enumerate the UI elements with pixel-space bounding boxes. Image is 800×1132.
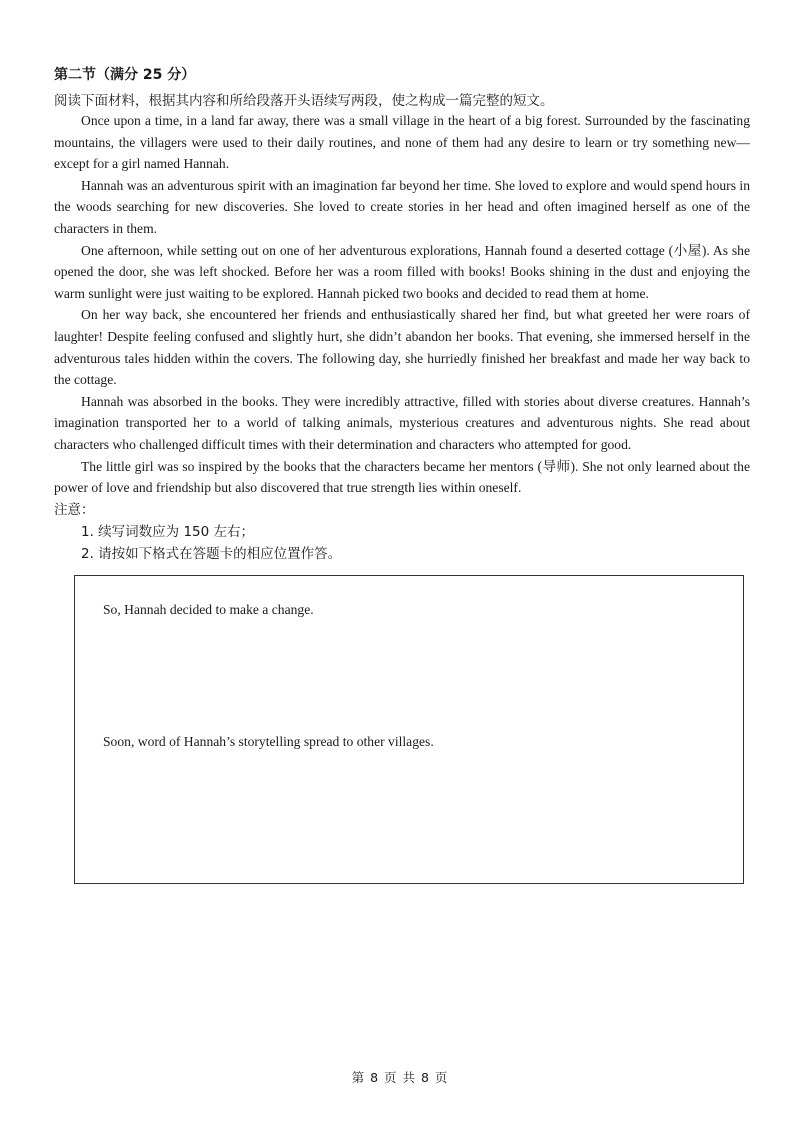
paragraph-opener-1: So, Hannah decided to make a change. (103, 602, 314, 617)
notes-section (54, 499, 341, 565)
passage-paragraph: One afternoon, while setting out on one of her adventurous explorations, Hannah found a deserted cottage (小屋). As she opened the door, she was left shocked. Before her was a room filled with books! Books shining in the dust and enjoying the warm sunlight were just waiting to be explored. Hannah picked two books and decided to read them at home. (54, 242, 750, 301)
page-number: 第 8 页 共 8 页 (351, 1070, 449, 1085)
passage-paragraph: Once upon a time, in a land far away, there was a small village in the heart of a big forest. Surrounded by the fascinating mountains, the villagers were used to their daily routines, and none of them had any desire to learn or try something new—except for a girl named Hannah. (54, 113, 750, 172)
reading-passage (54, 110, 750, 499)
instruction-text: 阅读下面材料，根据其内容和所给段落开头语续写两段，使之构成一篇完整的短文。 (54, 93, 554, 109)
paragraph-opener-2: Soon, word of Hannah’s storytelling spread to other villages. (103, 734, 434, 749)
passage-paragraph: On her way back, she encountered her friends and enthusiastically shared her find, but what greeted her were roars of laughter! Despite feeling confused and slightly hurt, she didn’t abandon her books. That evening, she immersed herself in the adventurous tales hidden within the covers. The following day, she hurriedly finished her breakfast and made her way back to the cottage. (54, 307, 750, 388)
section-title: 第二节（满分 25 分） (54, 67, 196, 83)
note-item: 1. 续写词数应为 150 左右； (81, 524, 255, 540)
passage-paragraph: Hannah was an adventurous spirit with an imagination far beyond her time. She loved to explore and would spend hours in the woods searching for new discoveries. She loved to create stories in her head and often imagined herself as one of the characters in them. (54, 177, 750, 236)
passage-paragraph: Hannah was absorbed in the books. They were incredibly attractive, filled with stories about diverse creatures. Hannah’s imagination transported her to a world of talking animals, mysterious creatures and adventurous nights. She read about characters who challenged difficult times with their determination and characters who attempted for good. (54, 393, 750, 452)
notes-label: 注意： (54, 502, 95, 518)
passage-paragraph: The little girl was so inspired by the books that the characters became her mentors (导师). She not only learned about the power of love and friendship but also discovered that true strength lies within oneself. (54, 458, 750, 496)
answer-box (74, 575, 744, 884)
note-item: 2. 请按如下格式在答题卡的相应位置作答。 (81, 546, 342, 562)
